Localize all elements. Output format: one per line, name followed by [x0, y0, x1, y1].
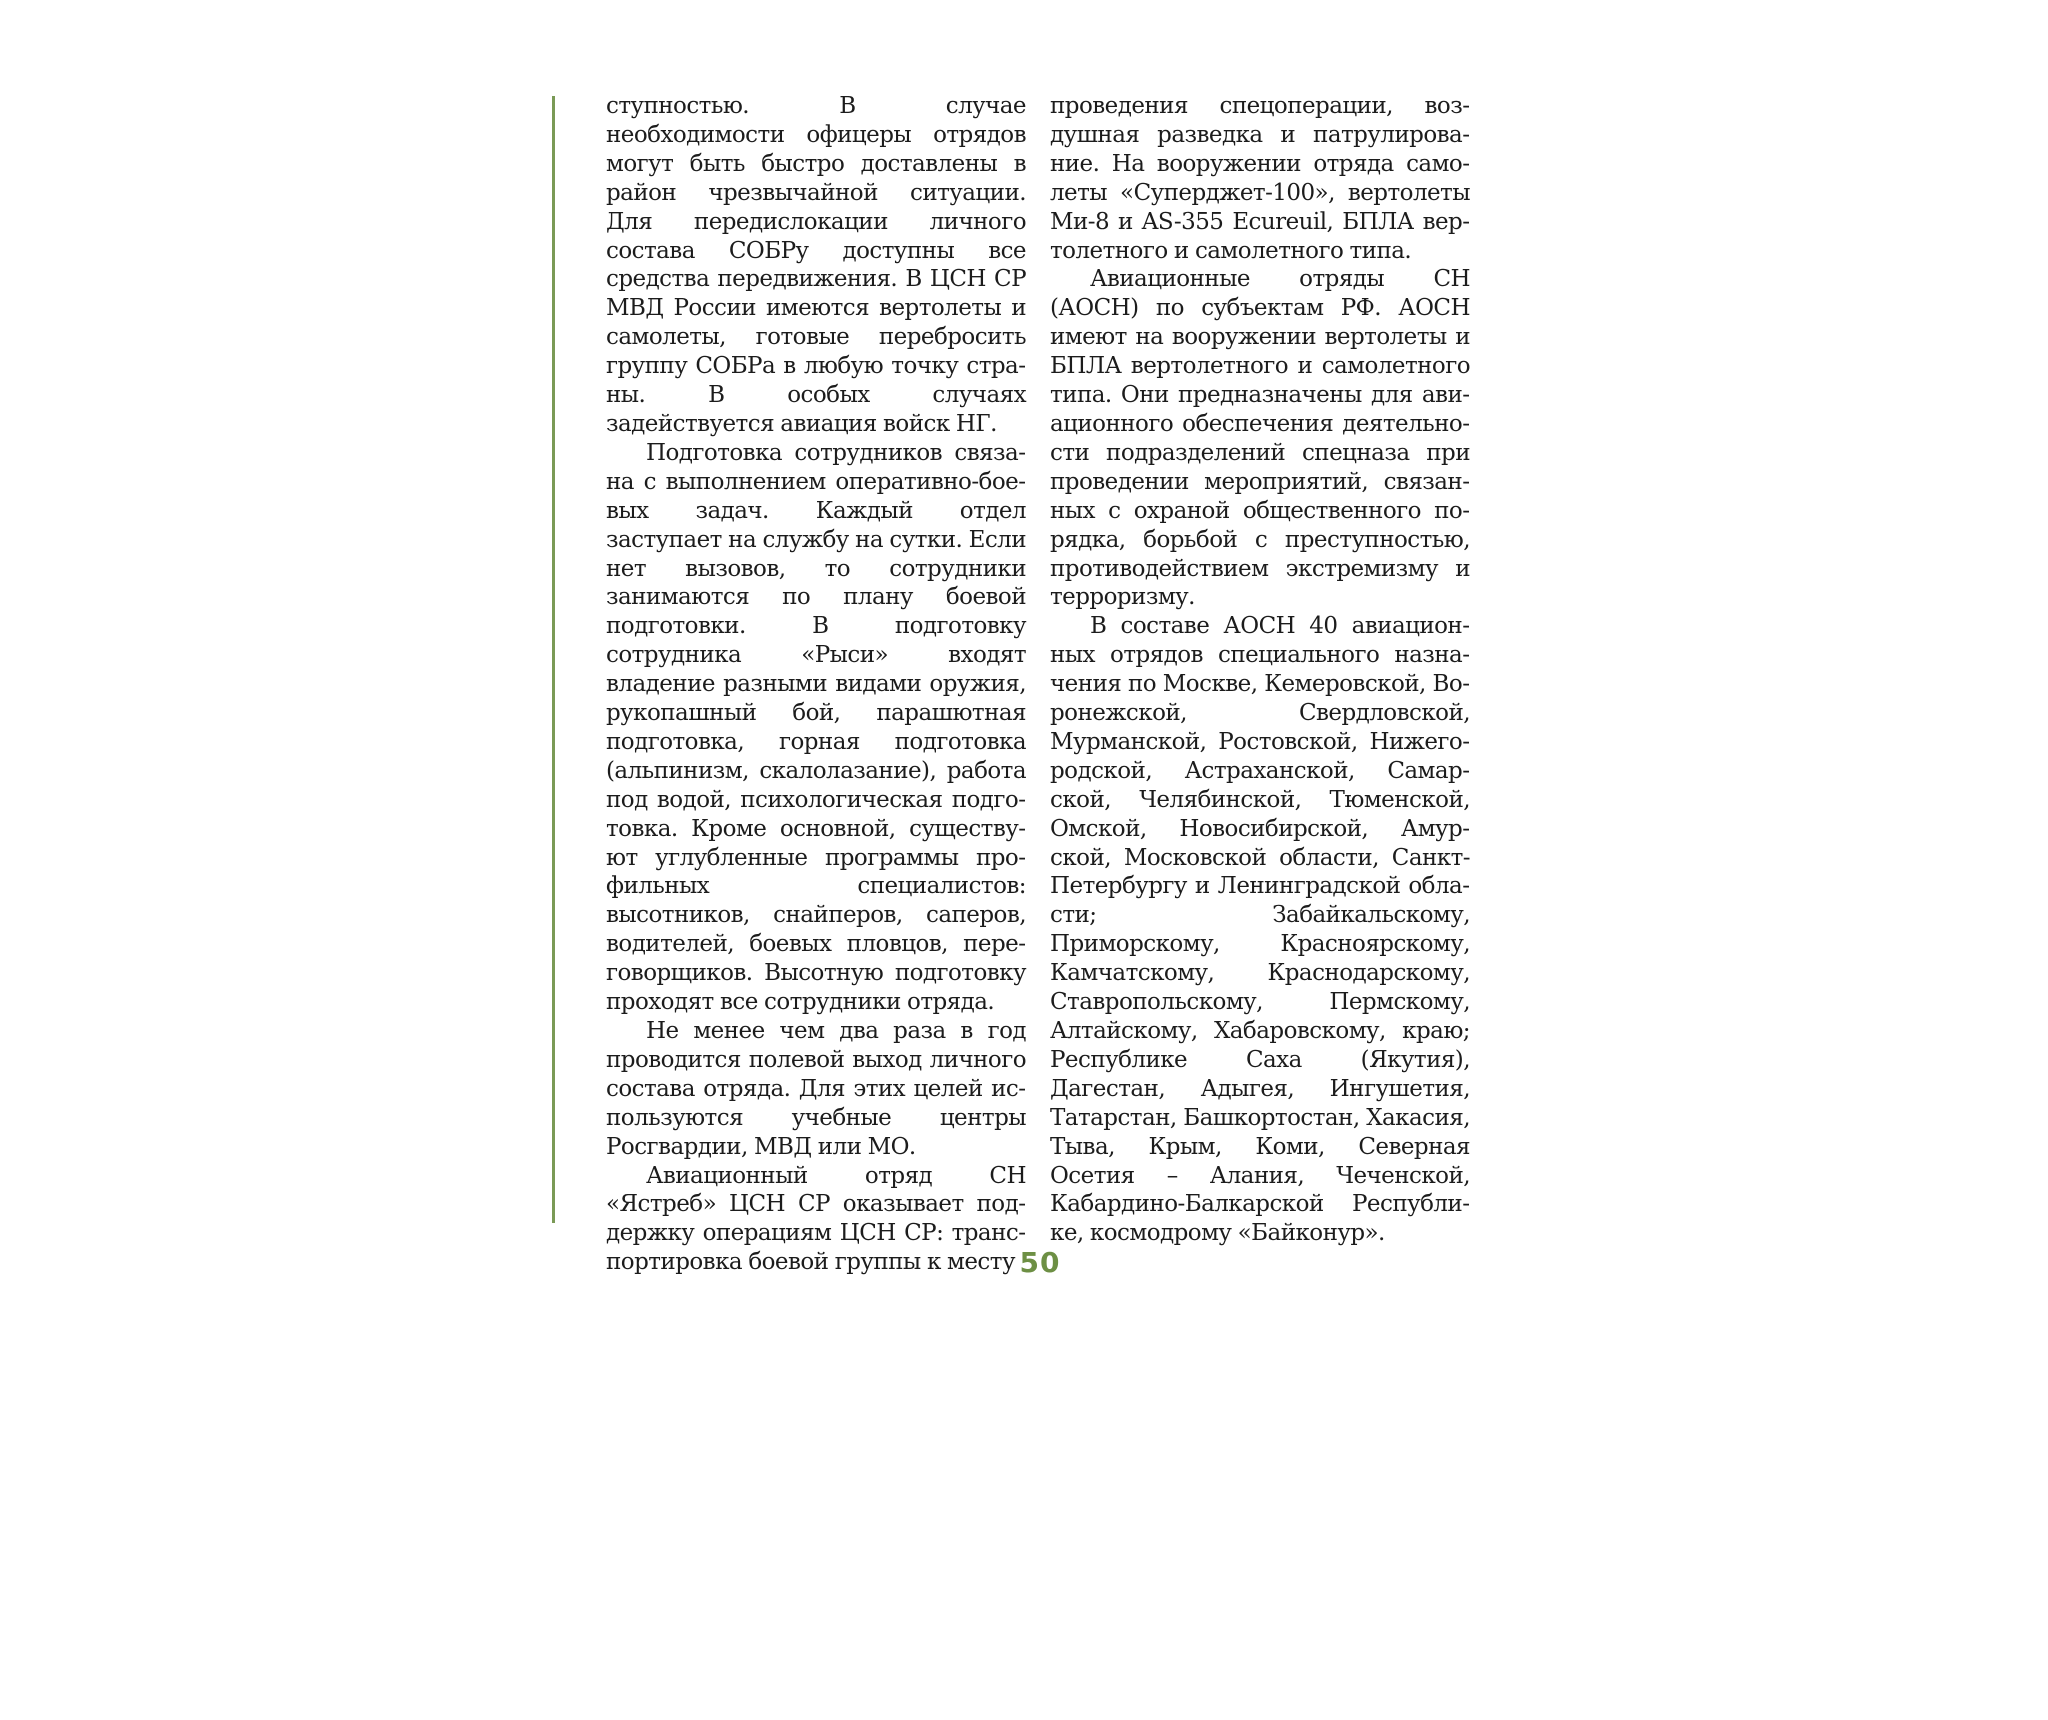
paragraph: Не менее чем два раза в год проводится полевой выход личного состава отряда. Для этих целей используются учебные центры Росгвардии, МВД или МО. — [606, 1018, 1026, 1160]
paragraph: Подготовка сотрудников связана с выполнением оперативно-боевых задач. Каждый отдел заступает на службу на сутки. Если нет вызовов, то сотрудники занимаются по плану боевой подготовки. В подготовку сотрудника «Рыси» входят владение разными видами оружия, рукопашный бой, парашютная подготовка, горная подготовка (альпинизм, скалолазание), работа под водой, психологическая подготовка. Кроме основной, существуют углубленные программы профильных специалистов: высотников, снайперов, саперов, водителей, боевых пловцов, переговорщиков. Высотную подготовку проходят все сотрудники отряда. — [606, 439, 1026, 1016]
left-text-column — [606, 92, 1026, 1277]
page-number: 50 — [1019, 1246, 1061, 1279]
vertical-accent-rule — [552, 96, 555, 1223]
paragraph: В составе АОСН 40 авиационных отрядов специального назначения по Москве, Кемеровской, Воронежской, Свердловской, Мурманской, Ростовской, Нижегородской, Астраханской, Самарской, Челябинской, Тюменской, Омской, Новосибирской, Амурской, Московской области, Санкт-Петербургу и Ленинградской области; Забайкальскому, Приморскому, Красноярскому, Камчатскому, Краснодарскому, Ставропольскому, Пермскому, Алтайскому, Хабаровскому, краю; Республике Саха (Якутия), Дагестан, Адыгея, Ингушетия, Татарстан, Башкортостан, Хакасия, Тыва, Крым, Коми, Северная Осетия – Алания, Чеченской, Кабардино-Балкарской Республике, космодрому «Байконур». — [1050, 613, 1470, 1247]
paragraph: Авиационные отряды СН (АОСН) по субъектам РФ. АОСН имеют на вооружении вертолеты и БПЛА вертолетного и самолетного типа. Они предназначены для авиационного обеспечения деятельности подразделений спецназа при проведении мероприятий, связанных с охраной общественного порядка, борьбой с преступностью, противодействием экстремизму и терроризму. — [1050, 266, 1470, 611]
paragraph: проведения спецоперации, воздушная разведка и патрулирование. На вооружении отряда самолеты «Суперджет-100», вертолеты Ми-8 и AS-355 Ecureuil, БПЛА вертолетного и самолетного типа. — [1050, 93, 1470, 264]
paragraph: Авиационный отряд СН «Ястреб» ЦСН СР оказывает поддержку операциям ЦСН СР: транспортировка боевой группы к месту — [606, 1162, 1026, 1276]
paragraph: ступностью. В случае необходимости офицеры отрядов могут быть быстро доставлены в район чрезвычайной ситуации. Для передислокации личного состава СОБРу доступны все средства передвижения. В ЦСН СР МВД России имеются вертолеты и самолеты, готовые перебросить группу СОБРа в любую точку страны. В особых случаях задействуется авиация войск НГ. — [606, 93, 1026, 437]
right-text-column — [1050, 92, 1470, 1248]
